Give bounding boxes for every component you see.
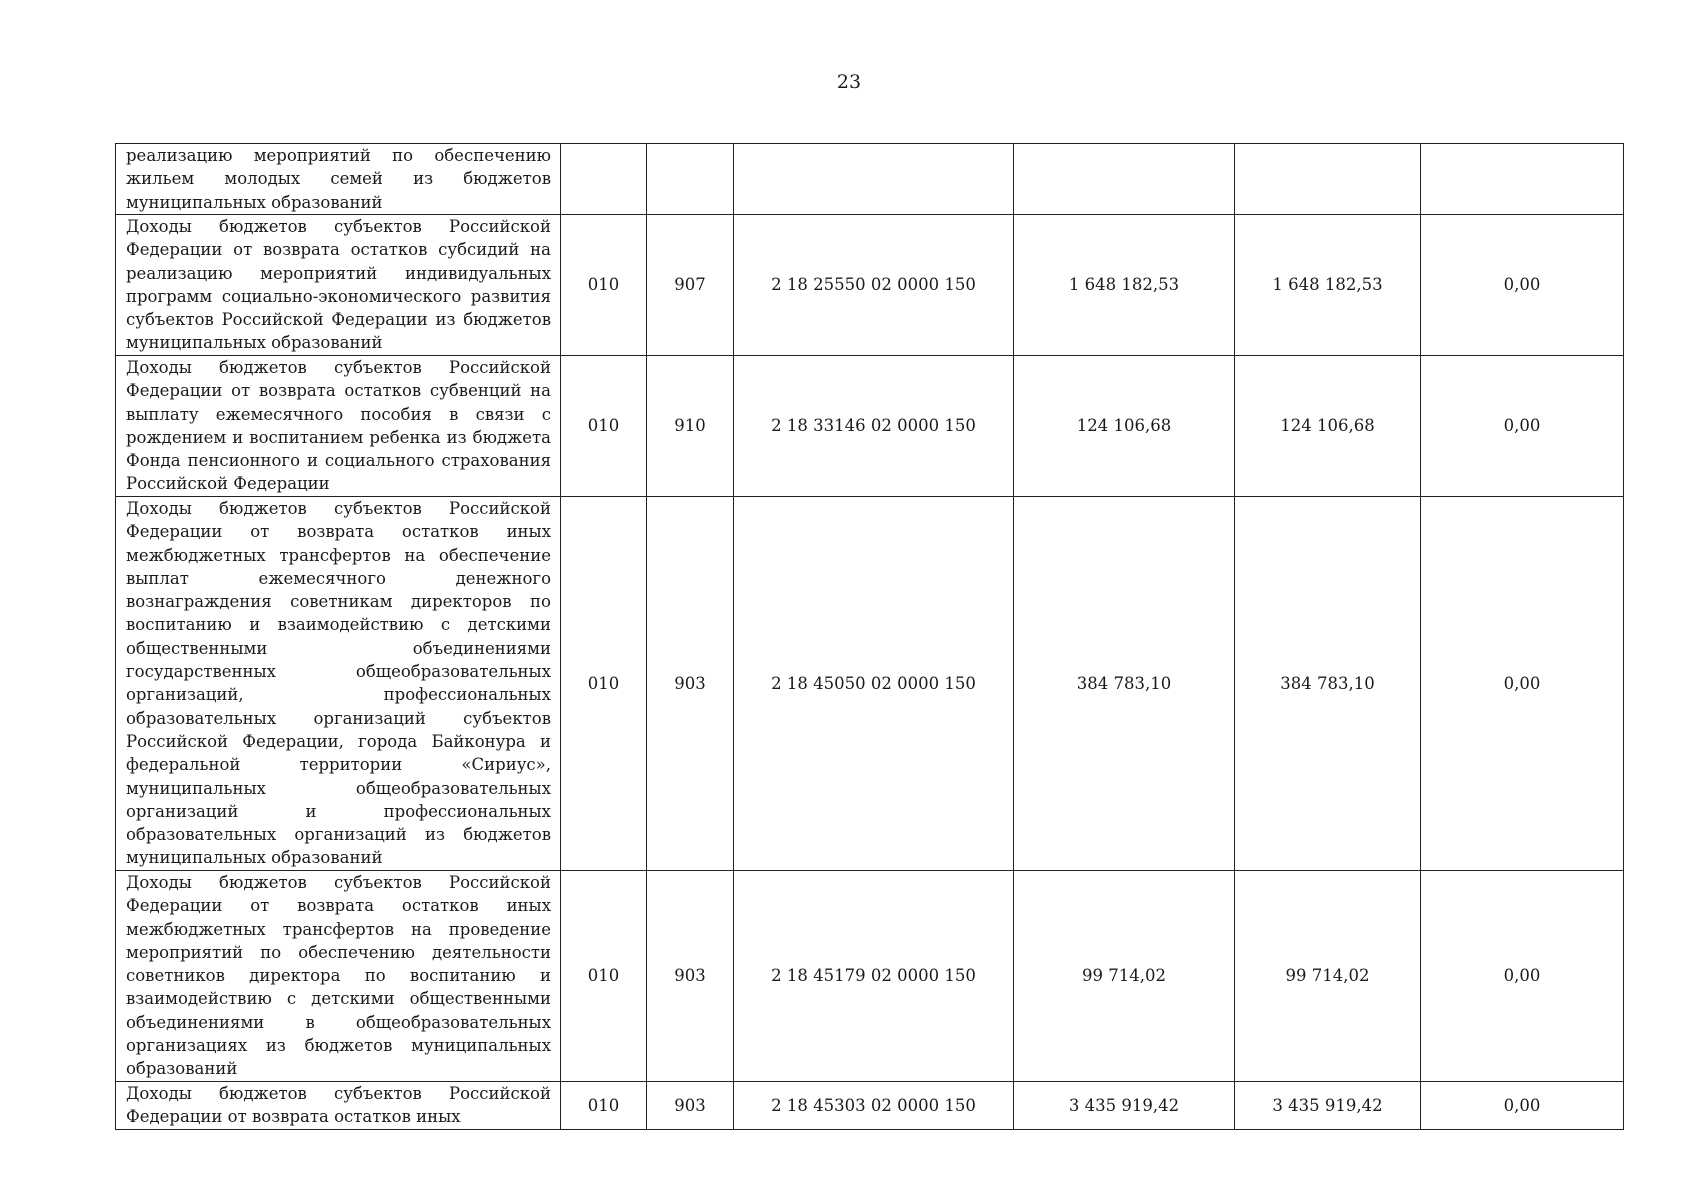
- row-fact-amount: 1 648 182,53: [1235, 215, 1421, 356]
- row-description: Доходы бюджетов субъектов Российской Федерации от возврата остатков субсидий на реализацию мероприятий индивидуальных программ социально-экономического развития субъектов Российской Федерации из бюджетов муниципальных образований: [116, 215, 561, 356]
- row-plan-amount: 3 435 919,42: [1014, 1082, 1235, 1130]
- row-diff-amount: 0,00: [1421, 356, 1624, 497]
- row-code: 010: [561, 215, 647, 356]
- row-code: [561, 144, 647, 215]
- row-fact-amount: 384 783,10: [1235, 497, 1421, 871]
- table-row: [116, 871, 1624, 1082]
- row-diff-amount: 0,00: [1421, 871, 1624, 1082]
- row-admin-code: 903: [647, 871, 734, 1082]
- row-code: 010: [561, 356, 647, 497]
- row-description: Доходы бюджетов субъектов Российской Федерации от возврата остатков иных межбюджетных трансфертов на проведение мероприятий по обеспечению деятельности советников директора по воспитанию и взаимодействию с детскими общественными объединениями в общеобразовательных организациях из бюджетов муниципальных образований: [116, 871, 561, 1082]
- row-kbk: 2 18 25550 02 0000 150: [734, 215, 1014, 356]
- row-code: 010: [561, 871, 647, 1082]
- row-plan-amount: [1014, 144, 1235, 215]
- row-fact-amount: [1235, 144, 1421, 215]
- row-fact-amount: 124 106,68: [1235, 356, 1421, 497]
- row-kbk: 2 18 33146 02 0000 150: [734, 356, 1014, 497]
- row-plan-amount: 99 714,02: [1014, 871, 1235, 1082]
- row-fact-amount: 99 714,02: [1235, 871, 1421, 1082]
- row-code: 010: [561, 497, 647, 871]
- row-admin-code: 910: [647, 356, 734, 497]
- row-description: Доходы бюджетов субъектов Российской Федерации от возврата остатков субвенций на выплату ежемесячного пособия в связи с рождением и воспитанием ребенка из бюджета Фонда пенсионного и социального страхования Российской Федерации: [116, 356, 561, 497]
- table-row: [116, 497, 1624, 871]
- row-admin-code: 903: [647, 1082, 734, 1130]
- row-admin-code: [647, 144, 734, 215]
- row-diff-amount: [1421, 144, 1624, 215]
- row-code: 010: [561, 1082, 647, 1130]
- row-fact-amount: 3 435 919,42: [1235, 1082, 1421, 1130]
- row-kbk: [734, 144, 1014, 215]
- row-description: Доходы бюджетов субъектов Российской Федерации от возврата остатков иных межбюджетных трансфертов на обеспечение выплат ежемесячного денежного вознаграждения советникам директоров по воспитанию и взаимодействию с детскими общественными объединениями государственных общеобразовательных организаций, профессиональных образовательных организаций субъектов Российской Федерации, города Байконура и федеральной территории «Сириус», муниципальных общеобразовательных организаций и профессиональных образовательных организаций из бюджетов муниципальных образований: [116, 497, 561, 871]
- row-plan-amount: 1 648 182,53: [1014, 215, 1235, 356]
- revenue-table: [115, 143, 1624, 1130]
- row-diff-amount: 0,00: [1421, 215, 1624, 356]
- row-kbk: 2 18 45303 02 0000 150: [734, 1082, 1014, 1130]
- table-row: [116, 1082, 1624, 1130]
- row-plan-amount: 124 106,68: [1014, 356, 1235, 497]
- row-kbk: 2 18 45179 02 0000 150: [734, 871, 1014, 1082]
- row-diff-amount: 0,00: [1421, 1082, 1624, 1130]
- row-diff-amount: 0,00: [1421, 497, 1624, 871]
- row-admin-code: 907: [647, 215, 734, 356]
- row-admin-code: 903: [647, 497, 734, 871]
- row-description: реализацию мероприятий по обеспечению жильем молодых семей из бюджетов муниципальных образований: [116, 144, 561, 215]
- row-plan-amount: 384 783,10: [1014, 497, 1235, 871]
- row-description: Доходы бюджетов субъектов Российской Федерации от возврата остатков иных: [116, 1082, 561, 1130]
- table-row: [116, 215, 1624, 356]
- page-number: 23: [836, 71, 862, 93]
- table-row: [116, 144, 1624, 215]
- table-row: [116, 356, 1624, 497]
- row-kbk: 2 18 45050 02 0000 150: [734, 497, 1014, 871]
